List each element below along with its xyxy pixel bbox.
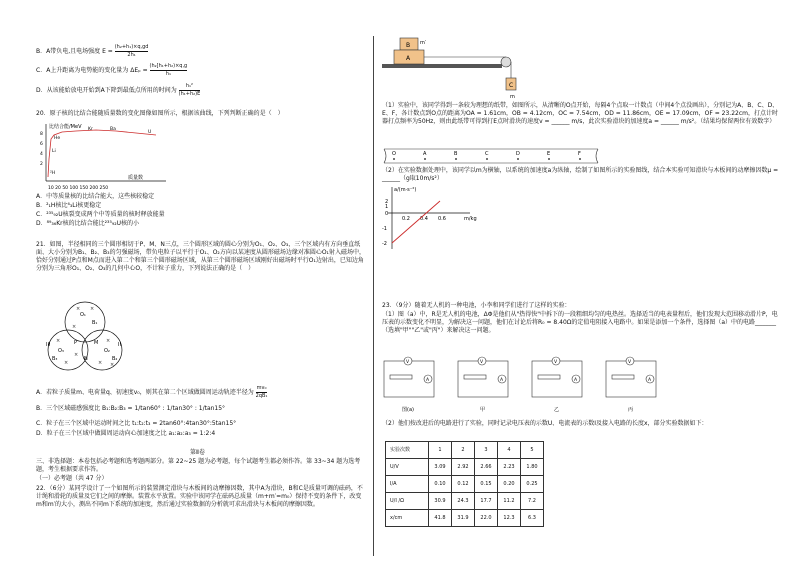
graph-y-tick: -1: [382, 226, 387, 232]
table-cell: 24.3: [452, 493, 475, 510]
circuit-bing: [606, 357, 656, 397]
graph-x-label: m/kg: [464, 216, 477, 222]
table-row: [386, 442, 544, 459]
experiment-data-table: [385, 441, 544, 527]
table-surface: [382, 64, 502, 68]
table-cell: 0.25: [521, 476, 544, 493]
block-c-mass: m: [510, 94, 515, 100]
question-22-part-2: （2）在实验数据处理中，该同学以m为横轴，以系统的加速度a为纵轴，绘制了如图所示的实验图线，结合本实验可知滑块与木板间的动摩擦因数μ = ______（g取10m/s²）: [382, 167, 779, 183]
tape-point-label: F: [578, 151, 581, 157]
label-m: M: [94, 340, 99, 346]
tape-point-label: E: [547, 151, 551, 157]
circle-o1: [65, 302, 105, 342]
svg-text:×: ×: [72, 324, 77, 330]
option-b: [36, 44, 148, 59]
table-cell: 4: [498, 442, 521, 459]
q20-option-d: D．⁸⁹₃₆Kr核的比结合能比²³⁵₉₂U核的小: [36, 220, 140, 227]
question-20: 20．原子核的比结合能随质量数的变化图像如图所示，根据该曲线，下列判断正确的是（ ）: [36, 110, 284, 117]
table-cell: 31.9: [452, 510, 475, 527]
svg-text:×: ×: [110, 362, 115, 368]
table-cell: 11.2: [498, 493, 521, 510]
svg-text:V: V: [554, 360, 558, 365]
table-cell: 2: [452, 442, 475, 459]
label-o2: O₂: [104, 348, 110, 354]
block-b-mass: m′: [420, 40, 427, 46]
option-d-fraction: [179, 83, 201, 98]
circuit-label-jia: 甲: [480, 407, 486, 413]
svg-text:×: ×: [74, 352, 79, 358]
acceleration-mass-graph: [380, 183, 490, 253]
svg-text:×: ×: [56, 338, 61, 344]
tape-dot: [548, 158, 550, 160]
svg-text:V: V: [480, 360, 484, 365]
table-cell: 2.92: [452, 459, 475, 476]
section-2-title: 第Ⅱ卷: [190, 449, 205, 456]
circuit-label-a: 图(a): [402, 407, 414, 413]
tape-point-label: A: [423, 151, 427, 157]
option-b-fraction: [115, 44, 149, 59]
table-cell: 0.10: [429, 476, 452, 493]
label-li: Li: [52, 149, 56, 154]
label-p: P: [74, 340, 78, 346]
circuit-a: [384, 357, 434, 397]
column-divider: [373, 36, 374, 556]
label-b3: B₃: [52, 356, 58, 362]
tape-dot: [424, 158, 426, 160]
circuit-label-bing: 丙: [628, 407, 634, 413]
q20-option-a: A．中等质量核的比结合能大，这些核较稳定: [36, 193, 155, 200]
block-a-label: A: [406, 55, 411, 62]
tape-point-label: B: [454, 151, 458, 157]
q21-option-c: C．粒子在三个区域中运动时间之比 t₁:t₂:t₃ = 2tan60°:4tan30°:5tan15°: [36, 420, 237, 427]
label-iii: III: [46, 342, 51, 348]
question-22: 22．（6分）某同学设计了一个如图所示的装置测定滑块与木板间的动摩擦因数，其中A为滑块，B和C是质量可调的砝码，不计绳和滑轮的质量及它们之间的摩擦。装置水平放置。实验中该同学在砝码总质量（m+m′=m₀）保持不变的条件下，改变m和m′的大小，测出不同m下系统的加速度，然后通过实验数据的分析就可求出滑块与木板间的摩擦因数。: [36, 485, 363, 509]
block-b-label: B: [406, 42, 411, 49]
q21-option-a-numerator: mv₀: [256, 385, 267, 391]
table-row: [386, 459, 544, 476]
graph-y-tick: -2: [382, 241, 387, 247]
paper-tape: [382, 146, 602, 166]
question-22-part-1: （1）实验中，该同学得到一条较为理想的纸带，如图所示，从清晰的O点开始，每隔4个点取一计数点（中间4个点没画出），分别记为A、B、C、D、E、F，各计数点到O点的距离为OA = 1.61cm，OB = 4.12cm，OC = 7.54cm，OD = 11.86cm，OE = 17.09cm，OF = 23.22cm，打点计时器打点频率为50Hz，则由此纸带可得到打E点时滑块的速度v = ______ m/s，此次实验滑块的加速度a = ______ m/s²。（结果均保留两位有效数字）: [382, 102, 779, 126]
table-cell: 2.23: [498, 459, 521, 476]
svg-text:A: A: [426, 378, 430, 383]
tape-dot: [579, 158, 581, 160]
svg-text:A: A: [648, 378, 652, 383]
option-c: [36, 63, 187, 78]
svg-text:A: A: [500, 378, 504, 383]
label-ii: II: [118, 342, 121, 348]
table-cell: 0.12: [452, 476, 475, 493]
table-cell: 1.80: [521, 459, 544, 476]
chart-y-label: 比结合能/MeV: [49, 124, 82, 130]
binding-energy-chart: [36, 119, 196, 191]
label-h2: ²H: [50, 171, 56, 176]
table-row-label: 实验次数: [386, 442, 429, 459]
graph-x-tick: 0.4: [420, 216, 428, 222]
option-c-fraction: [150, 63, 188, 78]
table-cell: 0.15: [475, 476, 498, 493]
chart-y-tick: 4: [40, 152, 43, 157]
question-21: 21．如图，半径相同的三个圆形相切于P、M、N三点，三个圆形区域的圆心分别为O₁、O₂、O₃，三个区域内有方向垂直纸面、大小分别为B₁、B₂、B₃的匀强磁场，带负电粒子以平行于O₁、O₂方向以某速度从圆形磁场边缘对准圆心O₁射入磁场中，恰好分别通过P点和M点而进入第二个和第三个圆形磁场区域，从第三个圆形磁场区域刚好出磁场时平行O₁边射出，已知边角分别为三角形O₁、O₂、O₃的几何中心O，不计粒子重力，下列说法正确的是（ ）: [36, 241, 365, 273]
chart-x-label: 质量数: [128, 175, 144, 181]
pulley: [501, 57, 511, 67]
tape-dot: [486, 158, 488, 160]
table-row-label: I/A: [386, 476, 429, 493]
block-c-label: C: [509, 82, 514, 89]
question-23: 23．（9分）随着无人机的一种电池，小李和同学们进行了这样的实验：: [382, 302, 571, 309]
q21-option-a-denominator: 2qB₁: [255, 392, 268, 399]
table-cell: 3.09: [429, 459, 452, 476]
tape-point-label: C: [485, 151, 489, 157]
svg-text:V: V: [406, 360, 410, 365]
label-ba: Ba: [110, 127, 116, 132]
option-c-numerator: (h₂[h₁+h₂)×q,g: [149, 63, 188, 69]
option-b-denominator: 2h₁: [127, 51, 136, 58]
svg-text:A: A: [574, 378, 578, 383]
question-23-part-1: （1）图（a）中，R是无人机的电池，ΔΦ是他们从"热得快"中拆下的一段粗细均匀的电热丝。选择适当的电表量程后，他们发现大范围移动滑片P，电压表的示数变化不明显，为解决这一问题，他们在讨论后将R₀ = 8.40Ω的定值电阻接入电路中。如果是添加一个条件，选择图（a）中的电路_______（选填"甲""乙"或"丙"）来解决这一问题。: [382, 311, 778, 335]
svg-text:×: ×: [64, 360, 69, 366]
tape-dot: [393, 158, 395, 160]
tape-left-edge: [384, 149, 386, 163]
option-c-text: C．A上升距离为电势能的变化量为: [36, 66, 129, 74]
table-cell: 2.66: [475, 459, 498, 476]
circuit-label-yi: 乙: [554, 407, 560, 413]
option-b-eq: E =: [102, 47, 113, 55]
option-b-text: B．A带负电,且电场强度: [36, 47, 101, 55]
label-b1: B₁: [92, 320, 98, 326]
q20-option-c: C．²³⁵₉₂U核裂变成两个中等质量的核时释放能量: [36, 211, 165, 218]
table-row: [386, 493, 544, 510]
table-cell: 0.20: [498, 476, 521, 493]
q20-option-b: B．²₁H核比⁶₃Li核更稳定: [36, 202, 102, 209]
three-circles-figure: [40, 298, 130, 378]
table-cell: 12.3: [498, 510, 521, 527]
svg-text:×: ×: [76, 306, 81, 312]
graph-x-tick: 0.2: [402, 216, 410, 222]
binding-energy-curve: [48, 130, 156, 177]
q21-option-a: [36, 385, 267, 400]
label-u: U: [148, 130, 152, 135]
option-d: [36, 83, 200, 98]
table-row-label: U/I /Ω: [386, 493, 429, 510]
q21-option-d: D．粒子在三个区域中做圆周运动向心加速度之比 a₁:a₂:a₃ = 1:2:4: [36, 430, 216, 437]
table-cell: 1: [429, 442, 452, 459]
table-cell: 41.8: [429, 510, 452, 527]
table-row-label: U/V: [386, 459, 429, 476]
graph-y-label: a/(m·s⁻²): [394, 187, 417, 193]
label-o1: O₁: [80, 312, 86, 318]
tape-dot: [517, 158, 519, 160]
table-cell: 6.3: [521, 510, 544, 527]
table-cell: 22.0: [475, 510, 498, 527]
q21-option-a-fraction: [256, 385, 268, 400]
label-o3: O₃: [58, 348, 64, 354]
table-cell: 5: [521, 442, 544, 459]
graph-x-tick: 0.6: [438, 216, 446, 222]
circuit-yi: [532, 357, 582, 397]
q21-option-a-text: A．若粒子质量m、电荷量q、初速度v₀，则其在第二个区域做圆周运动轨迹半径为: [36, 388, 254, 396]
option-b-numerator: (h₂+h₁)×q,gd: [114, 44, 149, 50]
chart-y-tick: 8: [40, 132, 43, 137]
option-c-eq: ΔEₚ =: [130, 66, 148, 74]
circuit-diagrams: [380, 355, 680, 417]
tape-point-label: D: [516, 151, 520, 157]
section-2-instructions: 三、非选择题：本卷包括必考题和选考题两部分。第 22~25 题为必考题，每个试题考生都必须作答。第 33~34 题为选考题，考生根据要求作答。: [36, 458, 361, 474]
pulley-figure: [380, 36, 530, 100]
question-23-part-2: （2）他们按改进后的电路进行了实验，同时记录电压表的示数U、电流表的示数I及接入电路的长度x，部分实验数据如下：: [382, 420, 708, 427]
option-d-denominator: (h₁+h₂)E: [178, 90, 201, 97]
table-cell: 7.2: [521, 493, 544, 510]
graph-line: [392, 201, 440, 243]
table-cell: 30.9: [429, 493, 452, 510]
svg-text:×: ×: [98, 360, 103, 366]
svg-text:×: ×: [106, 338, 111, 344]
q21-option-b: B．三个区域磁感强度比 B₁:B₂:B₃ = 1/tan60° : 1/tan30° : 1/tan15°: [36, 405, 226, 412]
table-row-label: x/cm: [386, 510, 429, 527]
table-cell: 17.7: [475, 493, 498, 510]
table-row: [386, 476, 544, 493]
tape-dot: [455, 158, 457, 160]
tape-point-label: O: [392, 151, 396, 157]
table-cell: 3: [475, 442, 498, 459]
svg-text:V: V: [628, 360, 632, 365]
svg-text:×: ×: [90, 306, 95, 312]
option-d-text: D．从该能始放电开始到A下降到最低点所用的时间为: [36, 86, 177, 94]
chart-y-tick: 2: [40, 162, 43, 167]
section-2-subtitle: （一）必考题（共 47 分）: [36, 475, 108, 482]
option-d-numerator: h₁²: [179, 83, 201, 91]
option-c-denominator: h₁: [165, 70, 171, 77]
graph-y-tick: 0: [385, 211, 389, 217]
chart-x-ticks: 10 20 50 100 150 200 250: [48, 186, 109, 191]
label-b2: B₂: [112, 356, 118, 362]
label-he: He: [54, 136, 61, 141]
tape-right-edge: [596, 149, 598, 163]
label-kr: Kr: [88, 127, 93, 132]
chart-y-tick: 6: [40, 142, 43, 147]
table-row: [386, 510, 544, 527]
label-n: N: [84, 356, 88, 362]
circuit-jia: [458, 357, 508, 397]
graph-y-tick: 2: [385, 199, 389, 205]
graph-y-tick: 1: [385, 204, 389, 210]
